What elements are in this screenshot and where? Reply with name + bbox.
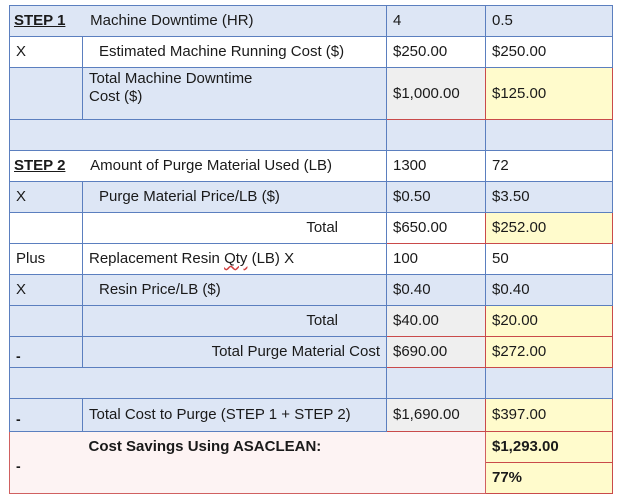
table-row: [10, 37, 613, 68]
cost-savings-value: $1,293.00: [486, 432, 613, 463]
operator-dash: -: [10, 399, 83, 432]
running-cost-value-b: $250.00: [486, 37, 613, 68]
purge-used-label: Amount of Purge Material Used (LB): [90, 157, 332, 174]
downtime-value-b: 0.5: [486, 6, 613, 37]
spacer-cell: [10, 120, 387, 151]
resin-price-value-a: $0.40: [387, 275, 486, 306]
purge-used-value-b: 72: [486, 151, 613, 182]
cost-savings-percent: 77%: [486, 463, 613, 494]
running-cost-label: Estimated Machine Running Cost ($): [83, 37, 387, 68]
table-row: [10, 213, 613, 244]
spacer-cell: [486, 368, 613, 399]
table-row: [10, 306, 613, 337]
step1-label: STEP 1: [14, 12, 66, 29]
cell-step1-downtime-label: [10, 6, 387, 37]
purge-material-total-value-b: $272.00: [486, 337, 613, 368]
empty-cell: [10, 68, 83, 120]
table-row: [10, 368, 613, 399]
empty-cell: [10, 306, 83, 337]
table-row: [10, 244, 613, 275]
spacer-cell: [10, 368, 387, 399]
operator-x: X: [10, 37, 83, 68]
operator-dash: -: [10, 432, 83, 494]
cell-step2-purge-used-label: [10, 151, 387, 182]
resin-price-value-b: $0.40: [486, 275, 613, 306]
spacer-cell: [387, 368, 486, 399]
resin-total-value-b: $20.00: [486, 306, 613, 337]
resin-qty-value-a: 100: [387, 244, 486, 275]
table-row: [10, 151, 613, 182]
table-row: [10, 6, 613, 37]
purge-total-value-a: $650.00: [387, 213, 486, 244]
purge-material-total-value-a: $690.00: [387, 337, 486, 368]
resin-price-label: Resin Price/LB ($): [83, 275, 387, 306]
purge-used-value-a: 1300: [387, 151, 486, 182]
total-cost-value-b: $397.00: [486, 399, 613, 432]
resin-qty-value-b: 50: [486, 244, 613, 275]
table-row: [10, 68, 613, 120]
table-row: [10, 337, 613, 368]
purge-material-total-label: Total Purge Material Cost: [83, 337, 387, 368]
operator-dash: -: [10, 337, 83, 368]
resin-total-value-a: $40.00: [387, 306, 486, 337]
empty-cell: [10, 213, 83, 244]
operator-plus: Plus: [10, 244, 83, 275]
table-row: [10, 120, 613, 151]
downtime-label: Machine Downtime (HR): [90, 12, 254, 29]
operator-x: X: [10, 275, 83, 306]
downtime-total-value-b: $125.00: [486, 68, 613, 120]
purge-price-label: Purge Material Price/LB ($): [83, 182, 387, 213]
purge-total-label: Total: [83, 213, 387, 244]
purge-price-value-a: $0.50: [387, 182, 486, 213]
resin-total-label: Total: [83, 306, 387, 337]
total-cost-label: Total Cost to Purge (STEP 1 + STEP 2): [83, 399, 387, 432]
spacer-cell: [486, 120, 613, 151]
running-cost-value-a: $250.00: [387, 37, 486, 68]
resin-qty-label: Replacement Resin Qty (LB) X: [83, 244, 387, 275]
downtime-value-a: 4: [387, 6, 486, 37]
downtime-total-label: Total Machine Downtime Cost ($): [83, 68, 387, 120]
purge-price-value-b: $3.50: [486, 182, 613, 213]
total-cost-value-a: $1,690.00: [387, 399, 486, 432]
purge-total-value-b: $252.00: [486, 213, 613, 244]
step2-label: STEP 2: [14, 157, 66, 174]
operator-x: X: [10, 182, 83, 213]
purge-cost-table: [9, 5, 613, 494]
table-row: [10, 399, 613, 432]
table-row: [10, 275, 613, 306]
cost-savings-label: Cost Savings Using ASACLEAN:: [83, 432, 486, 494]
table-row: [10, 432, 613, 463]
spacer-cell: [387, 120, 486, 151]
table-row: [10, 182, 613, 213]
downtime-total-value-a: $1,000.00: [387, 68, 486, 120]
